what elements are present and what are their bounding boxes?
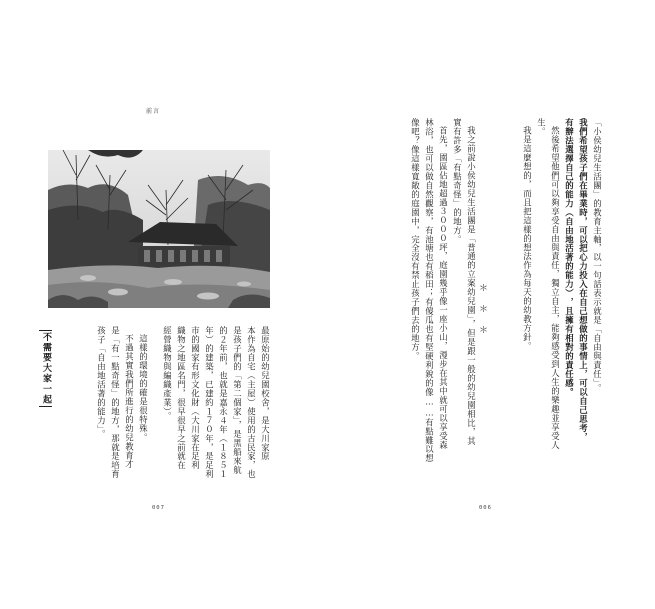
- left-page-line-6: 市的國家有形文化財（大川家在足利: [190, 326, 201, 470]
- left-page-line-8: 經營織物與編織產業）。: [162, 326, 173, 421]
- left-page-line-2: 本作為自宅（主屋）使用的古民家，也: [246, 326, 257, 479]
- section-heading: 不需要大家一起: [41, 332, 51, 405]
- right-page-line-6: 我是這麼想的，而且把這樣的想法作為每天的幼教方針。: [522, 126, 533, 351]
- right-page-line-7: 我之前說小侯幼兒生活團是「普通的立案幼兒園」，但是跟一般的幼兒園相比，其: [466, 126, 477, 446]
- left-page-line-11: 是「有一點奇怪」的地方，那就是培育: [110, 326, 121, 479]
- page-number-left: 007: [152, 505, 165, 511]
- right-page-line-8: 實有許多「有點奇怪」的地方。: [452, 118, 463, 244]
- right-page-line-11: 像吧？像這樣寬敞的庭園中，完全沒有禁止孩子們去的地方。: [410, 118, 421, 361]
- right-page-line-1: 「小侯幼兒生活團」的教育主軸，以一句話表示就是「自由與責任」。: [592, 118, 603, 393]
- right-page-line-3: 有辦法選擇自己的能力（自由地活著的能力），且擁有相對的責任感。: [564, 118, 575, 397]
- left-page-line-3: 是孩子們的「第二個家」，是黑船來航: [232, 326, 243, 475]
- page-number-right: 006: [479, 505, 492, 511]
- right-page-line-10: 林浴，也可以做自然觀察，有池塘也有稻田；有傻瓜也有堅硬利銳的像……有點難以想: [424, 118, 435, 463]
- left-page-line-12: 孩子「自由地活著的能力」。: [96, 326, 107, 439]
- right-page-line-9: 首先，園區佔地超過３０００坪，庭園幾乎像一座小山，漫步在其中就可以享受森: [438, 126, 449, 450]
- right-page-line-2: 我們希望孩子們在畢業時，可以把心力投入在自己想做的事情上，可以自己思考，: [578, 118, 589, 442]
- kindergarten-photo: [48, 150, 270, 308]
- left-page-line-5: 年）的建築，已建約１７０年，是足利: [204, 326, 215, 479]
- right-page-line-4: 然後希望他們可以夠享受自由與責任，獨立自主，能夠感受到人生的樂趣並享受人: [550, 126, 561, 450]
- left-page-line-9: 這樣的環境的確是很特殊。: [138, 334, 149, 442]
- section-break-stars: ＊＊＊: [477, 283, 487, 346]
- left-page-line-10: 不過其實我們所進行的幼兒教育才: [124, 334, 135, 469]
- left-page-line-7: 織物之地區名門，很早很早之前就在: [176, 326, 187, 470]
- running-head: 前言: [146, 108, 161, 115]
- left-page-line-4: 的２年前，也就是嘉永４年（１８５１: [218, 326, 229, 479]
- right-page-line-5: 生。: [536, 118, 547, 136]
- left-page-line-1: 最原始的幼兒園校舍，是大川家原: [260, 326, 271, 461]
